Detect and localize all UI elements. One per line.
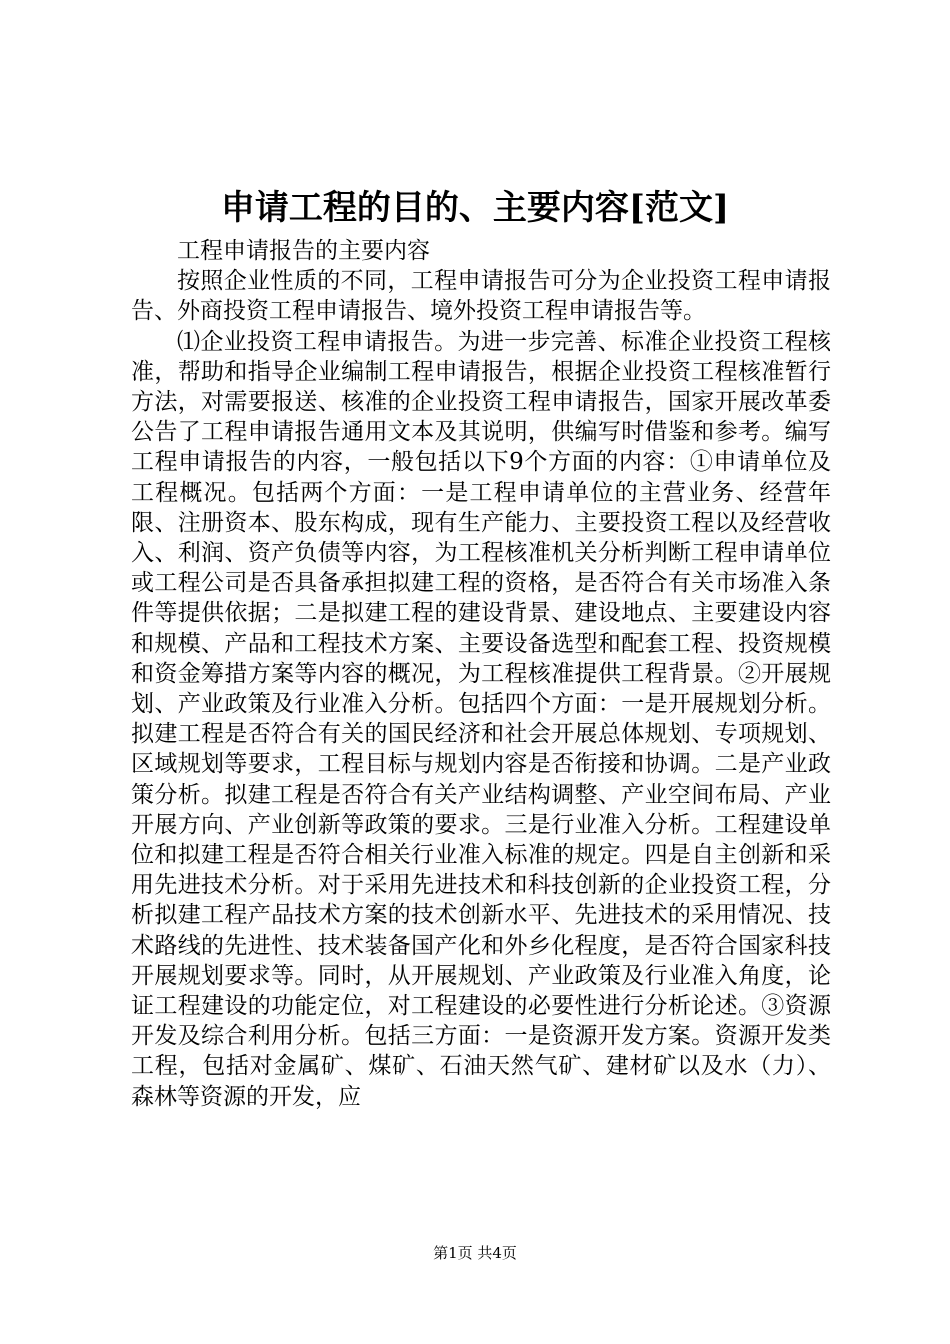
page-number-label: 第1页 共4页	[433, 1244, 517, 1262]
paragraph-heading: 工程申请报告的主要内容	[177, 238, 430, 264]
document-body	[131, 236, 831, 1112]
paragraph-main: ⑴企业投资工程申请报告。为进一步完善、标准企业投资工程核准，帮助和指导企业编制工程申请报告，根据企业投资工程核准暂行方法，对需要报送、核准的企业投资工程申请报告，国家开展改革委公告了工程申请报告通用文本及其说明，供编写时借鉴和参考。编写工程申请报告的内容，一般包括以下9个方面的内容：①申请单位及工程概况。包括两个方面：一是工程申请单位的主营业务、经营年限、注册资本、股东构成，现有生产能力、主要投资工程以及经营收入、利润、资产负债等内容，为工程核准机关分析判断工程申请单位或工程公司是否具备承担拟建工程的资格，是否符合有关市场准入条件等提供依据；二是拟建工程的建设背景、建设地点、主要建设内容和规模、产品和工程技术方案、主要设备选型和配套工程、投资规模和资金筹措方案等内容的概况，为工程核准提供工程背景。②开展规划、产业政策及行业准入分析。包括四个方面：一是开展规划分析。拟建工程是否符合有关的国民经济和社会开展总体规划、专项规划、区域规划等要求，工程目标与规划内容是否衔接和协调。二是产业政策分析。拟建工程是否符合有关产业结构调整、产业空间布局、产业开展方向、产业创新等政策的要求。三是行业准入分析。工程建设单位和拟建工程是否符合相关行业准入标准的规定。四是自主创新和采用先进技术分析。对于采用先进技术和科技创新的企业投资工程，分析拟建工程产品技术方案的技术创新水平、先进技术的采用情况、技术路线的先进性、技术装备国产化和外乡化程度，是否符合国家科技开展规划要求等。同时，从开展规划、产业政策及行业准入角度，论证工程建设的功能定位，对工程建设的必要性进行分析论述。③资源开发及综合利用分析。包括三方面：一是资源开发方案。资源开发类工程，包括对金属矿、煤矿、石油天然气矿、建材矿以及水（力）、森林等资源的开发，应	[131, 328, 831, 1110]
page-footer	[0, 1243, 950, 1263]
paragraph-intro: 按照企业性质的不同，工程申请报告可分为企业投资工程申请报告、外商投资工程申请报告、境外投资工程申请报告等。	[131, 268, 831, 325]
document-title: 申请工程的目的、主要内容[范文]	[220, 188, 730, 228]
